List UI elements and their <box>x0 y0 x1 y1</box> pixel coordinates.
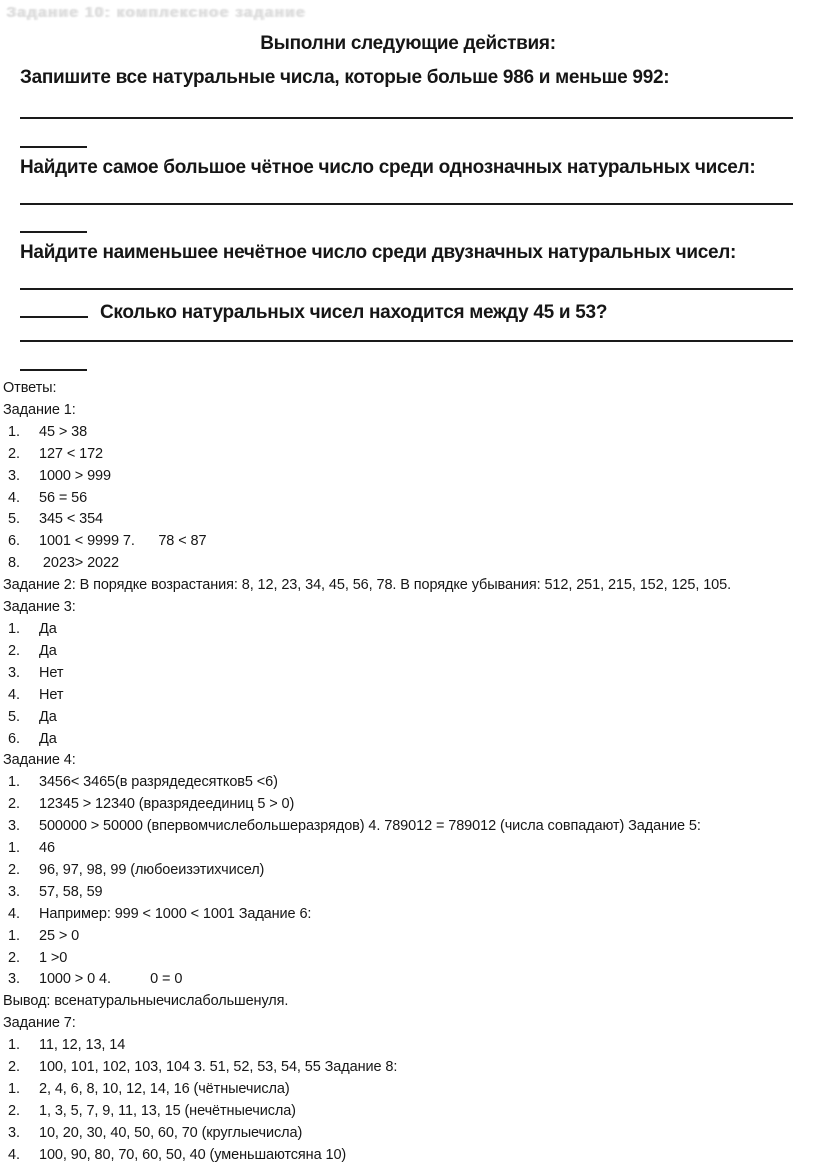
answer-row-number: 6. <box>8 533 20 550</box>
answer-row-text: 12345 > 12340 (вразрядеединиц 5 > 0) <box>39 796 295 813</box>
answer-row <box>3 860 813 882</box>
answer-row <box>3 466 813 488</box>
answer-row <box>3 597 813 619</box>
answer-blank-line-long <box>20 203 793 205</box>
answer-row-text: Да <box>39 730 57 747</box>
answer-row-number: 8. <box>8 555 20 572</box>
answer-row-text: 57, 58, 59 <box>39 883 103 900</box>
answer-row-text: Задание 7: <box>3 1015 76 1032</box>
answer-row-text: 3456< 3465(в разрядедесятков5 <6) <box>39 774 278 791</box>
answer-row-text: 1, 3, 5, 7, 9, 11, 13, 15 (нечётныечисла) <box>39 1102 296 1119</box>
answer-blank-line-short <box>20 146 87 148</box>
answer-row-number: 3. <box>8 467 20 484</box>
answer-row-text: 1000 > 0 4. 0 = 0 <box>39 971 183 988</box>
answer-row-number: 2. <box>8 642 20 659</box>
answer-row <box>3 685 813 707</box>
answer-row-number: 4. <box>8 686 20 703</box>
answer-row-text: 100, 101, 102, 103, 104 3. 51, 52, 53, 54, 55 Задание 8: <box>39 1059 398 1076</box>
answer-row-number: 2. <box>8 445 20 462</box>
answer-blank-line-short <box>20 231 87 233</box>
answer-row-number: 3. <box>8 1124 20 1141</box>
answers-title: Ответы: <box>3 380 57 396</box>
answer-row-number: 2. <box>8 1102 20 1119</box>
answer-row-text: 45 > 38 <box>39 423 88 440</box>
answer-blank-line-short <box>20 369 87 371</box>
answer-row-number: 3. <box>8 818 20 835</box>
answer-row <box>3 1123 813 1145</box>
answer-row-number: 2. <box>8 861 20 878</box>
answer-row <box>3 1057 813 1079</box>
answer-row <box>3 641 813 663</box>
answer-row <box>3 729 813 751</box>
answer-blank-line-inline <box>20 299 88 318</box>
answer-row-text: 2, 4, 6, 8, 10, 12, 14, 16 (чётныечисла) <box>39 1081 290 1097</box>
answer-row <box>3 838 813 860</box>
page-watermark-title: Задание 10: комплексное задание <box>6 4 306 21</box>
answer-row <box>3 750 813 772</box>
answer-row <box>3 882 813 904</box>
answer-row-number: 5. <box>8 511 20 528</box>
answer-row-text: 1001 < 9999 7. 78 < 87 <box>39 533 207 550</box>
answer-row-number: 3. <box>8 664 20 681</box>
answer-row-text: Да <box>39 642 57 659</box>
answer-row <box>3 422 813 444</box>
answer-row <box>3 1101 813 1123</box>
answer-row-text: 100, 90, 80, 70, 60, 50, 40 (уменьшаютсяна 10) <box>39 1146 347 1163</box>
answer-row <box>3 948 813 970</box>
answer-row-number: 6. <box>8 730 20 747</box>
answer-row <box>3 1145 813 1167</box>
answer-row <box>3 1035 813 1057</box>
question-4-text: Сколько натуральных чисел находится между 45 и 53? <box>100 302 608 323</box>
answer-row-number: 2. <box>8 796 20 813</box>
answer-row <box>3 488 813 510</box>
answer-row-text: Нет <box>39 664 64 681</box>
answer-row-text: Задание 2: В порядке возрастания: 8, 12, 23, 34, 45, 56, 78. В порядке убывания: 512, 251, 215, 152, 125, 105. <box>3 577 732 594</box>
answer-row-text: 56 = 56 <box>39 489 88 506</box>
answer-row-number: 1. <box>8 423 20 440</box>
answer-blank-line-long <box>20 340 793 342</box>
answer-blank-line-long <box>20 288 793 290</box>
answer-row-number: 1. <box>8 774 20 791</box>
answer-row <box>3 619 813 641</box>
answer-row-number: 4. <box>8 905 20 922</box>
answer-row-text: Да <box>39 708 57 725</box>
answer-row-number: 1. <box>8 1037 20 1054</box>
answer-row-text: 1 >0 <box>39 949 68 966</box>
question-2-text: Найдите самое большое чётное число среди однозначных натуральных чисел: <box>20 157 756 178</box>
answer-row-text: 10, 20, 30, 40, 50, 60, 70 (круглыечисла) <box>39 1124 303 1141</box>
answer-row-number: 1. <box>8 927 20 944</box>
answer-row-text: 1000 > 999 <box>39 467 111 484</box>
answer-row <box>3 1079 813 1101</box>
answer-row-text: 25 > 0 <box>39 927 80 944</box>
worksheet-section <box>0 0 816 378</box>
answer-row-text: 11, 12, 13, 14 <box>39 1037 126 1054</box>
answer-row <box>3 991 813 1013</box>
answer-row-number: 1. <box>8 1081 20 1097</box>
answer-row-number: 4. <box>8 1146 20 1163</box>
answer-row <box>3 575 813 597</box>
answer-row-text: Вывод: всенатуральныечислабольшенуля. <box>3 993 289 1010</box>
worksheet-heading: Выполни следующие действия: <box>260 33 556 54</box>
answer-row-text: 96, 97, 98, 99 (любоеизэтихчисел) <box>39 861 265 878</box>
question-4-row <box>20 299 607 324</box>
answer-row-number: 3. <box>8 883 20 900</box>
answer-row-number: 3. <box>8 971 20 988</box>
answer-row-text: Нет <box>39 686 64 703</box>
answer-row <box>3 663 813 685</box>
answer-row-text: 345 < 354 <box>39 511 104 528</box>
answer-row-text: 127 < 172 <box>39 445 104 462</box>
answer-row-number: 5. <box>8 708 20 725</box>
answer-row <box>3 400 813 422</box>
answer-row <box>3 772 813 794</box>
answer-row <box>3 816 813 838</box>
answer-row-text: Например: 999 < 1000 < 1001 Задание 6: <box>39 905 312 922</box>
answer-blank-line-long <box>20 117 793 119</box>
answer-row-number: 1. <box>8 840 20 857</box>
answer-row-text: Задание 3: <box>3 599 76 616</box>
question-3-text: Найдите наименьшее нечётное число среди двузначных натуральных чисел: <box>20 242 737 263</box>
answer-row-text: Да <box>39 620 57 637</box>
answer-row-number: 2. <box>8 1059 20 1076</box>
answer-row-text: Задание 4: <box>3 752 76 769</box>
answer-row <box>3 926 813 948</box>
answer-row-text: 46 <box>39 840 55 857</box>
answers-section <box>3 378 813 1167</box>
answer-row-number: 1. <box>8 620 20 637</box>
answer-row-number: 4. <box>8 489 20 506</box>
answers-list <box>3 400 813 1167</box>
answer-row <box>3 969 813 991</box>
answer-row <box>3 553 813 575</box>
answer-row <box>3 794 813 816</box>
answer-row <box>3 904 813 926</box>
answer-row <box>3 531 813 553</box>
answer-row <box>3 707 813 729</box>
answer-row <box>3 509 813 531</box>
answer-row <box>3 444 813 466</box>
answer-row-text: 500000 > 50000 (впервомчислебольшеразрядов) 4. 789012 = 789012 (числа совпадают) Задание 5: <box>39 818 701 835</box>
answer-row-text: 2023> 2022 <box>39 555 119 572</box>
question-1-text: Запишите все натуральные числа, которые больше 986 и меньше 992: <box>20 67 670 88</box>
answer-row <box>3 1013 813 1035</box>
answer-row-text: Задание 1: <box>3 401 76 418</box>
answer-row-number: 2. <box>8 949 20 966</box>
